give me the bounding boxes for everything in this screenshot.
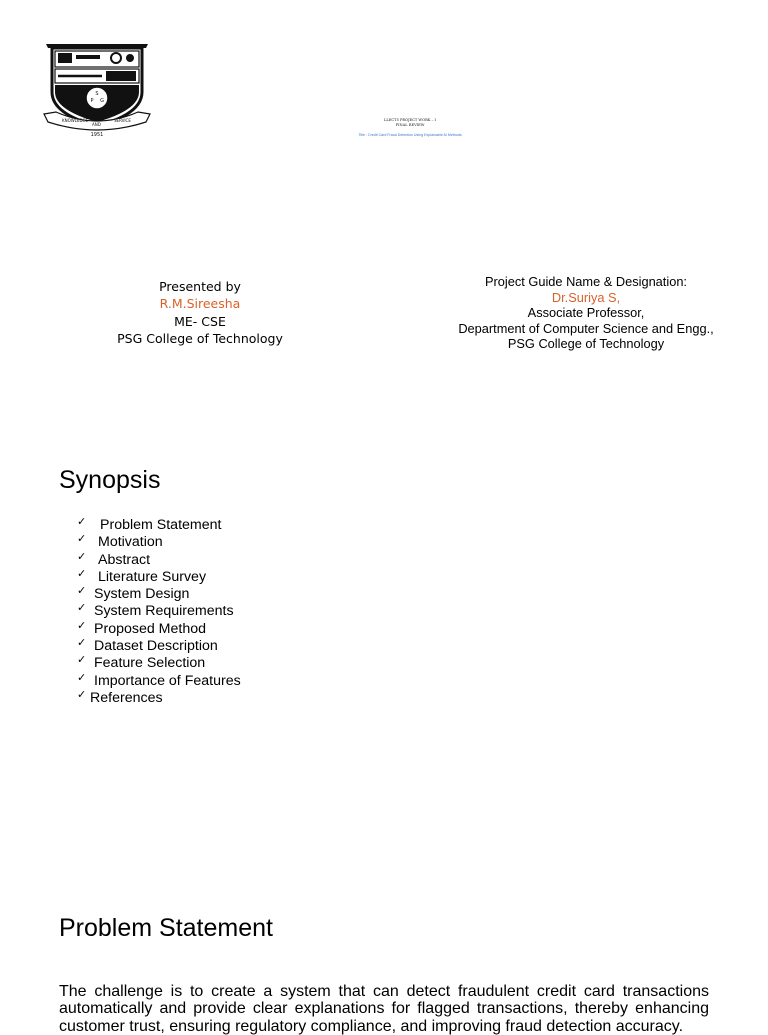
list-item: ✓ Importance of Features (77, 670, 241, 689)
presenter-block (100, 278, 300, 348)
list-item: ✓ Proposed Method (77, 618, 206, 637)
guide-label: Project Guide Name & Designation: (484, 274, 687, 289)
review-title-line1: LLECT5 PROJECT WORK – I (384, 118, 436, 122)
guide-name: Dr.Suriya S, (551, 289, 621, 305)
checkmark-icon: ✓ (77, 549, 87, 563)
synopsis-list (77, 517, 241, 707)
list-item: ✓ System Requirements (77, 601, 234, 620)
project-title: Title : Credit Card Fraud Detection Using Explainable AI Methods (358, 133, 462, 137)
list-item: ✓ Feature Selection (77, 653, 206, 672)
review-title-line2: FINAL REVIEW (395, 123, 425, 127)
list-item: ✓ References (77, 687, 163, 706)
guide-department: Department of Computer Science and Engg., (458, 320, 714, 336)
presenter-college: PSG College of Technology (117, 331, 283, 347)
list-item: ✓ Abstract (77, 549, 151, 568)
checkmark-icon: ✓ (77, 670, 87, 684)
synopsis-heading: Synopsis (59, 466, 161, 494)
logo-banner-mid: AND (92, 122, 101, 127)
checkmark-icon: ✓ (77, 515, 87, 528)
checkmark-icon: ✓ (77, 566, 87, 580)
review-title (300, 118, 520, 128)
guide-block (436, 274, 736, 352)
logo-banner-left: KNOWLEDGE (62, 118, 89, 123)
logo-banner-right: SERVICE (114, 118, 131, 123)
list-item: ✓ Dataset Description (77, 636, 218, 655)
list-item: ✓ Motivation (77, 532, 163, 551)
checkmark-icon: ✓ (77, 618, 87, 632)
presenter-name: R.M.Sireesha (159, 296, 241, 312)
list-item: ✓ Literature Survey (77, 566, 207, 585)
checkmark-icon: ✓ (77, 687, 87, 701)
presenter-label: Presented by (159, 279, 241, 294)
guide-college: PSG College of Technology (507, 336, 665, 351)
checkmark-icon: ✓ (77, 532, 87, 546)
logo-year: 1951 (90, 132, 104, 138)
list-item: ✓ Problem Statement (77, 515, 222, 533)
svg-text:G: G (100, 98, 104, 104)
svg-text:S: S (95, 91, 99, 97)
checkmark-icon: ✓ (77, 636, 87, 650)
list-item: ✓ System Design (77, 584, 190, 603)
college-logo (42, 42, 152, 138)
svg-text:P: P (90, 98, 94, 104)
guide-designation: Associate Professor, (527, 305, 645, 320)
checkmark-icon: ✓ (77, 601, 87, 615)
checkmark-icon: ✓ (77, 653, 87, 667)
problem-statement-text: The challenge is to create a system that can detect fraudulent credit card transactions automatically and provide clear explanations for flagged transactions, thereby enhancing customer trust, ensuring regulatory compliance, and improving fraud detection accuracy. (59, 983, 709, 1035)
problem-statement-heading: Problem Statement (59, 914, 273, 942)
presenter-degree: ME- CSE (174, 313, 226, 329)
checkmark-icon: ✓ (77, 584, 87, 598)
